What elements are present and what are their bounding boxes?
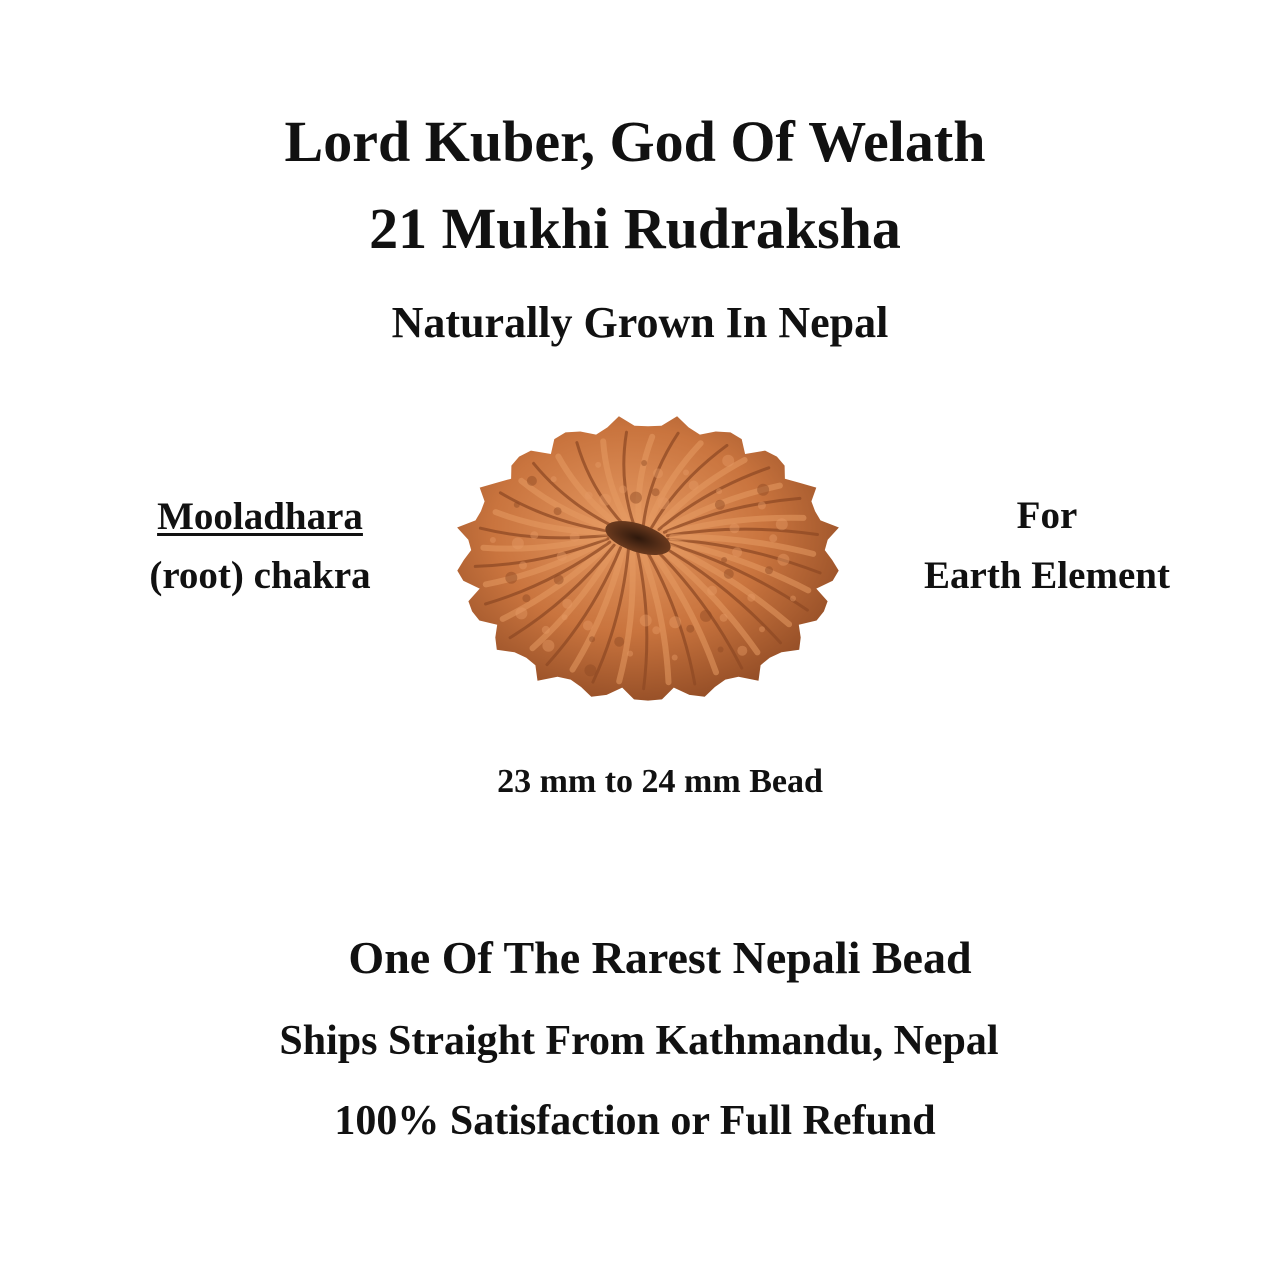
feature-guarantee: 100% Satisfaction or Full Refund [334, 1098, 936, 1144]
bead-bump [585, 492, 593, 500]
bead-bump [669, 616, 681, 628]
bead-bump [730, 523, 740, 533]
bead-bump [747, 594, 755, 602]
bead-bump [630, 492, 642, 504]
bead-bump [686, 625, 694, 633]
chakra-name: Mooladhara [157, 495, 363, 538]
element-name: Earth Element [924, 554, 1170, 597]
bead-bump [657, 497, 669, 509]
bead-bump [707, 586, 717, 596]
bead-bump [776, 518, 788, 530]
bead-bump [720, 614, 728, 622]
bead-bump [527, 476, 537, 486]
bead-bump [512, 537, 524, 549]
bead-bump [542, 640, 554, 652]
bead-bump [641, 460, 647, 466]
bead-bump [522, 594, 530, 602]
bead-bump [519, 561, 527, 569]
bead-bump [554, 575, 564, 585]
title-line-1: Lord Kuber, God Of Welath [284, 109, 986, 174]
bead-bump [640, 615, 652, 627]
bead-bump [724, 569, 734, 579]
bead-bump [530, 531, 538, 539]
bead-bump [737, 646, 747, 656]
bead-bump [652, 488, 660, 496]
bead-bump [672, 655, 678, 661]
bead-bump [777, 554, 789, 566]
bead-bump [689, 481, 699, 491]
bead-bump [700, 610, 712, 622]
bead-bump [490, 537, 496, 543]
bead-bump [769, 534, 777, 542]
bead-bump [721, 557, 727, 563]
bead-bump [584, 664, 596, 676]
bead-bump [722, 455, 734, 467]
bead-bump [790, 596, 796, 602]
bead-bump [557, 551, 567, 561]
bead-bump [619, 485, 627, 493]
bead-bump [759, 626, 765, 632]
bead-bump [718, 647, 724, 653]
bead-bump [505, 572, 517, 584]
feature-shipping: Ships Straight From Kathmandu, Nepal [279, 1018, 999, 1064]
rudraksha-bead-icon [448, 410, 848, 710]
bead-bump [653, 468, 663, 478]
bead-bump [542, 626, 550, 634]
bead-bump [595, 462, 601, 468]
title-line-2: 21 Mukhi Rudraksha [369, 196, 901, 261]
element-label-for: For [1016, 494, 1078, 537]
feature-rarity: One Of The Rarest Nepali Bead [348, 932, 972, 983]
bead-bump [583, 621, 593, 631]
subtitle: Naturally Grown In Nepal [391, 298, 889, 347]
bead-bump [570, 532, 580, 542]
bead-bump [515, 607, 527, 619]
bead-bump [614, 637, 624, 647]
bead-bump [652, 626, 660, 634]
bead-bump [551, 476, 557, 482]
bead-bump [554, 507, 562, 515]
bead-size: 23 mm to 24 mm Bead [497, 763, 823, 800]
bead-bump [514, 502, 520, 508]
bead-bump [589, 636, 595, 642]
chakra-description: (root) chakra [149, 554, 371, 597]
bead-bump [716, 488, 722, 494]
bead-bump [627, 651, 633, 657]
bead-bump [732, 547, 742, 557]
bead-bump [683, 470, 689, 476]
bead-bump [765, 566, 773, 574]
bead-bump [599, 494, 611, 506]
bead-bump [715, 500, 725, 510]
bead-bump [562, 599, 572, 609]
bead-bump [757, 484, 769, 496]
bead-bump [562, 614, 568, 620]
bead-bump [758, 502, 766, 510]
